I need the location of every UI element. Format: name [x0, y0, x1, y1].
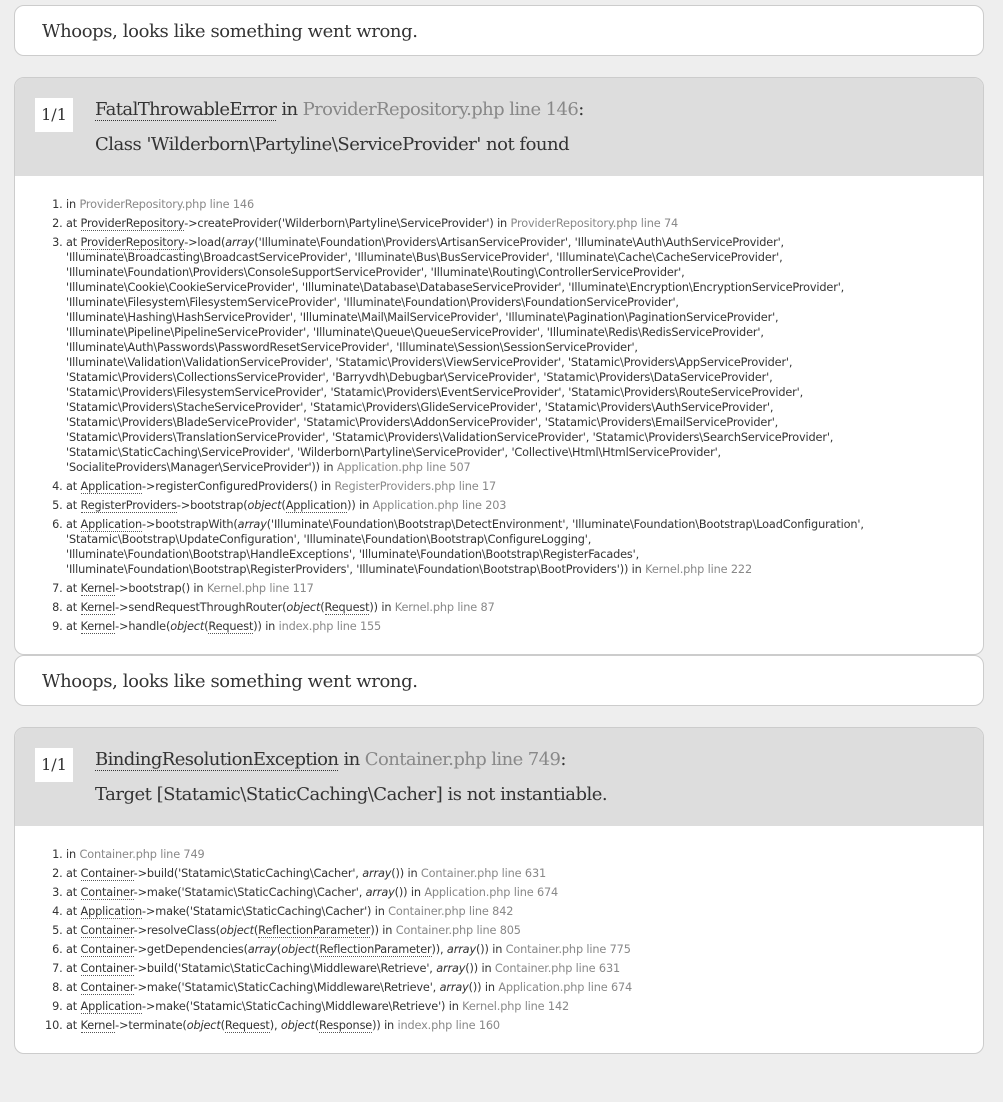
frame-type: array: [365, 886, 395, 899]
frame-file: Container.php line 805: [395, 924, 521, 937]
frame-text: ),: [269, 1019, 281, 1032]
frame-text: 'Illuminate\Filesystem\FilesystemServiceProvider', 'Illuminate\Foundation\Providers\FoundationServiceProvider',: [66, 296, 679, 309]
exception-block: [14, 77, 984, 655]
frame-text: ->bootstrapWith(: [141, 518, 238, 531]
frame-class[interactable]: ProviderRepository: [80, 217, 185, 230]
stack-frame: [66, 904, 963, 919]
frame-text: 'Illuminate\Foundation\Bootstrap\HandleExceptions', 'Illuminate\Foundation\Bootstrap\RegisterFacades',: [66, 548, 640, 561]
frame-type: object: [219, 924, 254, 937]
frame-class[interactable]: Application: [80, 1000, 142, 1013]
frame-text: 'Illuminate\Hashing\HashServiceProvider', 'Illuminate\Mail\MailServiceProvider', 'Illuminate\Pagination\PaginationServiceProvider',: [66, 311, 779, 324]
frame-type: array: [247, 943, 277, 956]
frame-class[interactable]: Kernel: [80, 582, 116, 595]
frame-class[interactable]: Request: [208, 620, 254, 633]
frame-text: at: [66, 886, 81, 899]
frame-text: (: [220, 1019, 225, 1032]
frame-type: object: [247, 499, 282, 512]
frame-type: array: [439, 981, 469, 994]
frame-text: ->make('Statamic\StaticCaching\Cacher',: [133, 886, 366, 899]
frame-file: Container.php line 749: [79, 848, 205, 861]
frame-text: at: [66, 601, 81, 614]
frame-text: ->terminate(: [115, 1019, 187, 1032]
frame-text: 'Illuminate\Cookie\CookieServiceProvider', 'Illuminate\Database\DatabaseServiceProvider', 'Illuminate\Encryption\EncryptionServiceProvider',: [66, 281, 845, 294]
frame-text: ->sendRequestThroughRouter(: [115, 601, 287, 614]
frame-class[interactable]: Container: [80, 943, 134, 956]
frame-text: 'Statamic\Bootstrap\UpdateConfiguration', 'Illuminate\Foundation\Bootstrap\ConfigureLogging',: [66, 533, 592, 546]
stack-frame: [66, 961, 963, 976]
frame-text: at: [66, 1019, 81, 1032]
exception-title: [95, 96, 963, 124]
frame-text: 'SocialiteProviders\Manager\ServiceProvider')) in: [66, 461, 337, 474]
stack-frame: [66, 619, 963, 634]
frame-text: ->build('Statamic\StaticCaching\Cacher',: [133, 867, 363, 880]
frame-text: at: [66, 943, 81, 956]
frame-text: )),: [431, 943, 447, 956]
frame-text: 'Statamic\Providers\CollectionsServiceProvider', 'Barryvdh\Debugbar\ServiceProvider', 'Statamic\Providers\DataServiceProvider',: [66, 371, 773, 384]
frame-text: at: [66, 499, 81, 512]
whoops-text: Whoops, looks like something went wrong.: [42, 671, 418, 692]
frame-text: ()) in: [476, 943, 506, 956]
stack-frame: [66, 942, 963, 957]
frame-text: ->resolveClass(: [133, 924, 220, 937]
frame-text: 'Illuminate\Foundation\Providers\ConsoleSupportServiceProvider', 'Illuminate\Routing\ControllerServiceProvider',: [66, 266, 685, 279]
frame-text: ->build('Statamic\StaticCaching\Middleware\Retrieve',: [133, 962, 437, 975]
frame-file: Container.php line 775: [505, 943, 631, 956]
frame-text: 'Statamic\StaticCaching\ServiceProvider', 'Wilderborn\Partyline\ServiceProvider', 'Collective\Html\HtmlServiceProvider',: [66, 446, 721, 459]
frame-text: ->createProvider('Wilderborn\Partyline\ServiceProvider') in: [184, 217, 511, 230]
exception-message: Target [Statamic\StaticCaching\Cacher] is not instantiable.: [95, 784, 608, 805]
stack-frame: [66, 600, 963, 615]
frame-text: )) in: [347, 499, 373, 512]
frame-type: array: [446, 943, 476, 956]
frame-file: Kernel.php line 117: [206, 582, 314, 595]
frame-class[interactable]: ReflectionParameter: [319, 943, 432, 956]
frame-text: 'Illuminate\Foundation\Bootstrap\RegisterProviders', 'Illuminate\Foundation\Bootstrap\BootProviders')) in: [66, 563, 646, 576]
frame-text: ('Illuminate\Foundation\Bootstrap\DetectEnvironment', 'Illuminate\Foundation\Bootstrap\LoadConfiguration',: [266, 518, 864, 531]
frame-text: at: [66, 582, 81, 595]
stack-frame: [66, 866, 963, 881]
frame-text: ()) in: [468, 981, 499, 994]
frame-file: index.php line 155: [278, 620, 382, 633]
frame-type: object: [281, 943, 316, 956]
frame-class[interactable]: Container: [80, 924, 134, 937]
frame-file: Application.php line 674: [498, 981, 633, 994]
frame-class[interactable]: Kernel: [80, 1019, 116, 1032]
frame-class[interactable]: Application: [285, 499, 348, 512]
stack-frame: [66, 1018, 963, 1033]
frame-type: object: [280, 1019, 315, 1032]
whoops-text: Whoops, looks like something went wrong.: [42, 21, 418, 42]
frame-text: )) in: [372, 1019, 398, 1032]
frame-text: 'Illuminate\Auth\Passwords\PasswordResetServiceProvider', 'Illuminate\Session\SessionServiceProvider',: [66, 341, 638, 354]
frame-file: Container.php line 631: [494, 962, 621, 975]
frame-text: (: [281, 499, 286, 512]
frame-text: 'Statamic\Providers\FilesystemServiceProvider', 'Statamic\Providers\EventServiceProvider', 'Statamic\Providers\RouteServiceProvider',: [66, 386, 804, 399]
frame-text: ()) in: [391, 867, 421, 880]
frame-class[interactable]: Container: [80, 867, 134, 880]
frame-text: ->handle(: [115, 620, 171, 633]
stack-frame: [66, 197, 963, 212]
frame-text: ->make('Statamic\StaticCaching\Middleware\Retrieve') in: [141, 1000, 463, 1013]
frame-type: array: [362, 867, 392, 880]
frame-text: at: [66, 518, 81, 531]
stack-frame: [66, 517, 963, 577]
frame-class[interactable]: Request: [224, 1019, 270, 1032]
frame-file: Container.php line 631: [420, 867, 547, 880]
frame-class[interactable]: Container: [80, 962, 134, 975]
frame-text: (: [204, 620, 209, 633]
stack-trace: [15, 176, 983, 654]
frame-text: ('Illuminate\Foundation\Providers\ArtisanServiceProvider', 'Illuminate\Auth\AuthServiceProvider',: [254, 236, 784, 249]
frame-text: at: [66, 905, 81, 918]
stack-frame: [66, 216, 963, 231]
frame-file: Application.php line 674: [424, 886, 559, 899]
stack-trace: [15, 826, 983, 1053]
frame-text: at: [66, 236, 81, 249]
whoops-banner: [14, 5, 984, 56]
colon: :: [578, 99, 584, 120]
frame-text: at: [66, 924, 81, 937]
frame-text: (: [320, 601, 325, 614]
stack-frame: [66, 923, 963, 938]
frame-class[interactable]: Container: [80, 886, 134, 899]
frame-text: at: [66, 620, 81, 633]
frame-file: Kernel.php line 222: [645, 563, 752, 576]
frame-text: at: [66, 867, 81, 880]
exception-header: [15, 728, 983, 826]
frame-text: 'Illuminate\Broadcasting\BroadcastServiceProvider', 'Illuminate\Bus\BusServiceProvider', 'Illuminate\Cache\CacheServiceProvider',: [66, 251, 783, 264]
frame-text: ->bootstrap() in: [115, 582, 207, 595]
stack-frame: [66, 581, 963, 596]
stack-frame: [66, 885, 963, 900]
frame-class[interactable]: Container: [80, 981, 134, 994]
frame-file: ProviderRepository.php line 146: [79, 198, 254, 211]
exception-count-badge: 1/1: [35, 748, 73, 782]
exception-title: [95, 746, 963, 774]
exception-class[interactable]: BindingResolutionException: [95, 749, 339, 770]
frame-class[interactable]: ProviderRepository: [80, 236, 185, 249]
stack-frame: [66, 999, 963, 1014]
frame-text: )) in: [253, 620, 279, 633]
frame-text: 'Statamic\Providers\TranslationServiceProvider', 'Statamic\Providers\ValidationServiceProvider', 'Statamic\Providers\SearchServiceProvider',: [66, 431, 834, 444]
frame-text: ->load(: [184, 236, 226, 249]
exception-file: ProviderRepository.php line 146: [302, 99, 579, 120]
frame-text: ->make('Statamic\StaticCaching\Cacher') in: [141, 905, 389, 918]
frame-text: at: [66, 217, 81, 230]
frame-text: ->registerConfiguredProviders() in: [141, 480, 335, 493]
stack-frame: [66, 498, 963, 513]
frame-text: (: [315, 943, 320, 956]
frame-text: at: [66, 1000, 81, 1013]
frame-file: Kernel.php line 142: [462, 1000, 570, 1013]
frame-text: in: [66, 848, 80, 861]
frame-text: in: [66, 198, 80, 211]
frame-text: ->bootstrap(: [176, 499, 248, 512]
frame-class[interactable]: Kernel: [80, 601, 116, 614]
frame-type: object: [170, 620, 205, 633]
frame-type: array: [436, 962, 466, 975]
frame-class[interactable]: Kernel: [80, 620, 116, 633]
frame-text: ()) in: [465, 962, 495, 975]
frame-class[interactable]: Application: [80, 480, 142, 493]
frame-text: (: [253, 924, 259, 937]
frame-file: index.php line 160: [397, 1019, 500, 1032]
frame-text: (: [276, 943, 282, 956]
frame-class[interactable]: Request: [324, 601, 370, 614]
whoops-banner: [14, 655, 984, 706]
frame-type: array: [225, 236, 255, 249]
frame-text: 'Statamic\Providers\BladeServiceProvider', 'Statamic\Providers\AddonServiceProvider', 'Statamic\Providers\EmailServiceProvider',: [66, 416, 779, 429]
frame-class[interactable]: RegisterProviders: [80, 499, 177, 512]
frame-text: )) in: [369, 601, 395, 614]
frame-text: 'Illuminate\Pipeline\PipelineServiceProvider', 'Illuminate\Queue\QueueServiceProvider', 'Illuminate\Redis\RedisServiceProvider',: [66, 326, 764, 339]
frame-type: object: [186, 1019, 221, 1032]
frame-type: object: [286, 601, 321, 614]
frame-text: ->getDependencies(: [133, 943, 248, 956]
frame-text: ->make('Statamic\StaticCaching\Middleware\Retrieve',: [133, 981, 440, 994]
frame-text: )) in: [370, 924, 396, 937]
stack-frame: [66, 235, 963, 475]
stack-frame: [66, 847, 963, 862]
in-word: in: [281, 99, 298, 120]
frame-text: (: [314, 1019, 320, 1032]
exception-message: Class 'Wilderborn\Partyline\ServiceProvider' not found: [95, 134, 570, 155]
frame-file: Application.php line 203: [372, 499, 507, 512]
frame-text: 'Statamic\Providers\StacheServiceProvider', 'Statamic\Providers\GlideServiceProvider', 'Statamic\Providers\AuthServiceProvider',: [66, 401, 774, 414]
frame-text: at: [66, 981, 81, 994]
frame-text: at: [66, 962, 81, 975]
frame-class[interactable]: Application: [80, 518, 142, 531]
frame-class[interactable]: ReflectionParameter: [258, 924, 371, 937]
exception-count-badge: 1/1: [35, 98, 73, 132]
frame-text: at: [66, 480, 81, 493]
frame-file: Container.php line 842: [388, 905, 514, 918]
frame-class[interactable]: Response: [319, 1019, 373, 1032]
frame-text: 'Illuminate\Validation\ValidationServiceProvider', 'Statamic\Providers\ViewServiceProvider', 'Statamic\Providers\AppServiceProvider',: [66, 356, 793, 369]
exception-header: [15, 78, 983, 176]
frame-file: ProviderRepository.php line 74: [510, 217, 679, 230]
frame-class[interactable]: Application: [80, 905, 142, 918]
frame-text: ()) in: [394, 886, 425, 899]
exception-block: [14, 727, 984, 1054]
frame-type: array: [237, 518, 267, 531]
stack-frame: [66, 479, 963, 494]
frame-file: Kernel.php line 87: [394, 601, 495, 614]
frame-file: RegisterProviders.php line 17: [334, 480, 497, 493]
exception-file: Container.php line 749: [364, 749, 561, 770]
frame-file: Application.php line 507: [336, 461, 471, 474]
colon: :: [560, 749, 566, 770]
exception-class[interactable]: FatalThrowableError: [95, 99, 277, 120]
in-word: in: [343, 749, 360, 770]
stack-frame: [66, 980, 963, 995]
